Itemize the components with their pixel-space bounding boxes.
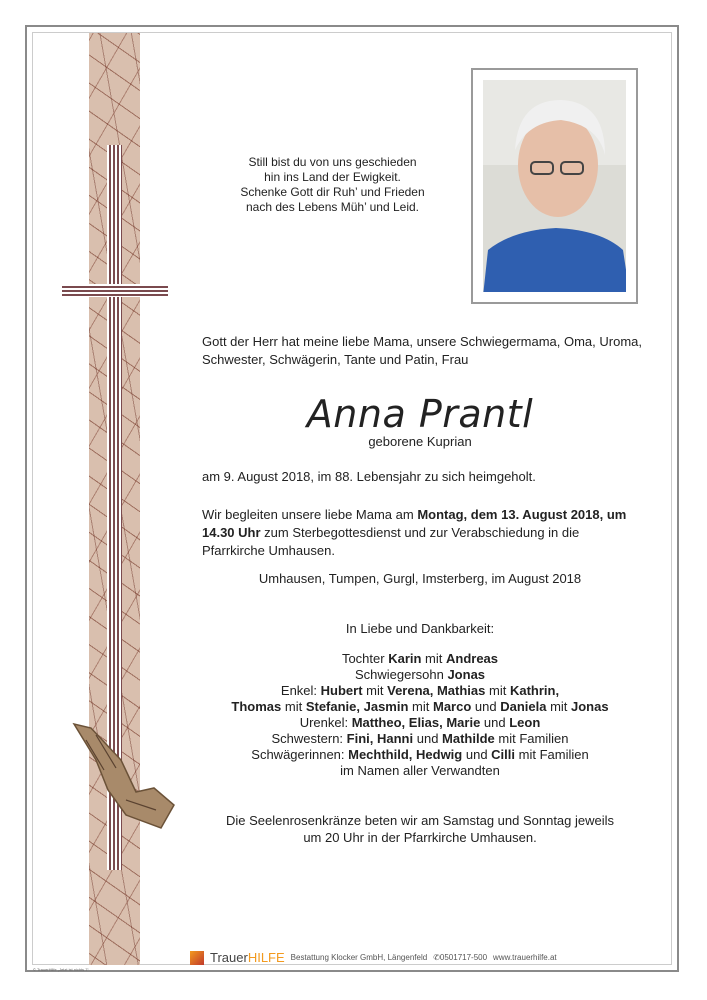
- family-line: [190, 667, 650, 683]
- family-text: mit: [485, 683, 510, 698]
- intro-line: Schwester, Schwägerin, Tante und Patin, Frau: [202, 352, 469, 367]
- family-text: und: [413, 731, 443, 746]
- family-line: [190, 747, 650, 763]
- copyright: © TrauerHilfe „Jetzt ist nichts 7“: [33, 967, 89, 972]
- family-text: mit Familien: [494, 731, 569, 746]
- family-text: Schwestern:: [271, 731, 347, 746]
- death-notice: am 9. August 2018, im 88. Lebensjahr zu sich heimgeholt.: [202, 469, 536, 484]
- portrait-photo: [483, 80, 626, 292]
- trauerhilfe-logo-icon: [190, 951, 204, 965]
- family-text: Urenkel:: [299, 715, 352, 730]
- family-line: [190, 715, 650, 731]
- family-member: Marco: [432, 699, 472, 714]
- maiden-name: geborene Kuprian: [368, 434, 472, 449]
- poem-line: hin ins Land der Ewigkeit.: [264, 170, 401, 184]
- family-member: Verena, Mathias: [387, 683, 486, 698]
- family-line: [190, 763, 650, 779]
- funeral-info: [202, 506, 642, 560]
- family-member: Mathilde: [442, 731, 495, 746]
- family-list: [190, 651, 650, 779]
- family-member: Stefanie, Jasmin: [305, 699, 409, 714]
- family-member: Mattheo, Elias, Marie: [351, 715, 481, 730]
- website-link[interactable]: www.trauerhilfe.at: [493, 953, 557, 962]
- family-member: Cilli: [491, 747, 516, 762]
- family-text: und: [462, 747, 492, 762]
- family-text: mit: [281, 699, 306, 714]
- family-member: Kathrin,: [509, 683, 560, 698]
- brand-name: [210, 950, 285, 965]
- cross-bar: [62, 284, 168, 297]
- family-text: und: [480, 715, 510, 730]
- family-member: Jonas: [447, 667, 486, 682]
- funeral-text: Wir begleiten unsere liebe Mama am: [202, 507, 418, 522]
- family-line: [190, 731, 650, 747]
- family-text: im Namen aller Verwandten: [340, 763, 500, 778]
- poem: [200, 155, 465, 215]
- family-member: Daniela: [500, 699, 547, 714]
- phone: ✆0501717-500: [433, 953, 488, 962]
- brand-a: Trauer: [210, 950, 248, 965]
- rosary-info: [200, 812, 640, 846]
- intro-line: Gott der Herr hat meine liebe Mama, unsere Schwiegermama, Oma, Uroma,: [202, 334, 643, 349]
- family-line: [190, 683, 650, 699]
- gratitude: In Liebe und Dankbarkeit:: [345, 621, 495, 636]
- family-line: [190, 651, 650, 667]
- family-text: mit: [546, 699, 572, 714]
- footer: [190, 950, 557, 965]
- family-text: mit Familien: [515, 747, 589, 762]
- deceased-name: Anna Prantl: [306, 392, 534, 436]
- family-line: [190, 699, 650, 715]
- family-text: mit: [421, 651, 446, 666]
- family-member: Hubert: [320, 683, 363, 698]
- funeral-text: zum Sterbegottesdienst und zur Verabschiedung in die Pfarrkirche Umhausen.: [202, 525, 580, 558]
- family-member: Karin: [388, 651, 422, 666]
- family-member: Leon: [509, 715, 541, 730]
- poem-line: nach des Lebens Müh’ und Leid.: [245, 200, 419, 214]
- family-text: mit: [362, 683, 388, 698]
- family-text: Tochter: [341, 651, 389, 666]
- place-date: Umhausen, Tumpen, Gurgl, Imsterberg, im August 2018: [258, 571, 582, 586]
- family-text: Schwägerinnen:: [251, 747, 349, 762]
- family-member: Andreas: [446, 651, 499, 666]
- family-member: Thomas: [231, 699, 282, 714]
- family-member: Jonas: [571, 699, 609, 714]
- poem-line: Still bist du von uns geschieden: [248, 155, 417, 169]
- rosary-line: um 20 Uhr in der Pfarrkirche Umhausen.: [303, 830, 537, 845]
- rosary-line: Die Seelenrosenkränze beten wir am Samstag und Sonntag jeweils: [225, 813, 615, 828]
- intro: [202, 333, 642, 369]
- family-member: Fini, Hanni: [346, 731, 414, 746]
- funeral-date: Montag, dem 13. August 2018, um 14.30 Uhr: [202, 507, 627, 540]
- portrait-frame: [471, 68, 638, 304]
- praying-hands-icon: [66, 720, 176, 830]
- poem-line: Schenke Gott dir Ruh’ und Frieden: [240, 185, 425, 199]
- brand-b: HILFE: [247, 950, 285, 965]
- family-text: und: [471, 699, 501, 714]
- family-member: Mechthild, Hedwig: [348, 747, 463, 762]
- company: Bestattung Klocker GmbH, Längenfeld: [290, 953, 428, 962]
- family-text: mit: [408, 699, 433, 714]
- family-text: Enkel:: [280, 683, 321, 698]
- family-text: Schwiegersohn: [354, 667, 448, 682]
